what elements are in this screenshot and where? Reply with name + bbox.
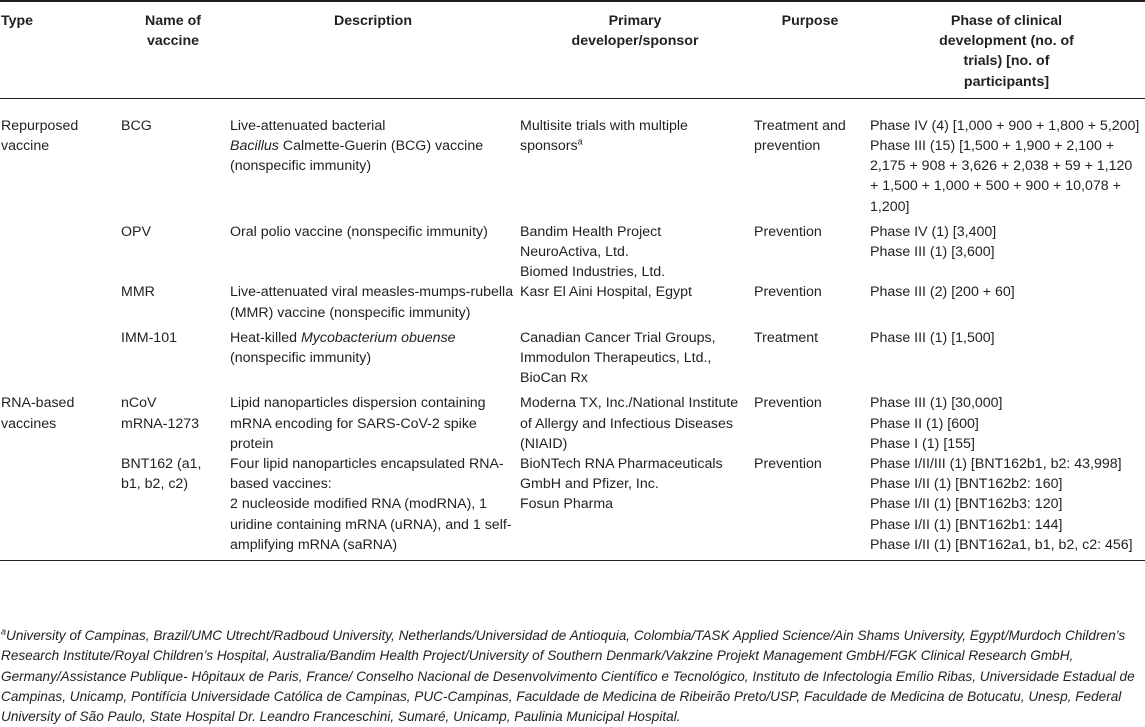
phase-cell: Phase I/II/III (1) [BNT162b1, b2: 43,998] Phase I/II (1) [BNT162b2: 160] Phase I/II (1) [BNT162b3: 120] Phase I/II (1) [BNT162b1: 144] Phase I/II (1) [BNT162a1, b1, b2, c2: 456] [868, 454, 1145, 561]
phase-cell: Phase III (2) [200 + 60] [870, 284, 1015, 301]
name-cell: nCoV mRNA-1273 [121, 395, 200, 432]
table-footnote [1, 626, 1143, 727]
developer-cell: Bandim Health Project NeuroActiva, Ltd. Biomed Industries, Ltd. [520, 223, 666, 281]
name-cell: OPV [121, 223, 151, 240]
table-row [0, 454, 1145, 561]
developer-cell: Multisite trials with multiple sponsors$^a$ [520, 117, 688, 155]
table-header [0, 1, 1145, 98]
purpose-cell: Prevention [754, 223, 822, 240]
type-cell: RNA-based vaccines [1, 395, 75, 432]
description-cell: Four lipid nanoparticles encapsulated RNA-based vaccines: 2 nucleoside modified RNA (modRNA), 1 uridine containing mRNA (uRNA), and 1 self-amplifying mRNA (saRNA) [228, 454, 518, 561]
purpose-cell: Prevention [754, 395, 822, 412]
header-name: Name of vaccine [118, 1, 228, 98]
purpose-cell: Treatment and prevention [754, 117, 846, 155]
developer-cell: BioNTech RNA Pharmaceuticals GmbH and Pfizer, Inc. Fosun Pharma [518, 454, 752, 561]
phase-cell: Phase III (1) [30,000] Phase II (1) [600] Phase I (1) [155] [870, 395, 1003, 452]
developer-cell: Canadian Cancer Trial Groups, Immodulon Therapeutics, Ltd., BioCan Rx [520, 329, 716, 387]
purpose-cell: Treatment [754, 329, 819, 346]
developer-cell: Moderna TX, Inc./National Institute of Allergy and Infectious Diseases (NIAID) [520, 395, 739, 452]
type-cell: Repurposed vaccine [1, 117, 79, 155]
name-cell: BNT162 (a1, b1, b2, c2) [118, 454, 228, 561]
table-row [0, 217, 1145, 283]
description-cell: Oral polio vaccine (nonspecific immunity) [230, 223, 488, 240]
table-row [0, 282, 1145, 322]
name-cell: BCG [121, 117, 152, 134]
header-description: Description [228, 1, 518, 98]
name-cell: MMR [121, 284, 155, 301]
purpose-cell: Prevention [754, 284, 822, 301]
phase-cell: Phase IV (1) [3,400] Phase III (1) [3,600] [870, 223, 997, 261]
table-row [0, 98, 1145, 217]
header-purpose: Purpose [752, 1, 868, 98]
purpose-cell: Prevention [752, 454, 868, 561]
description-cell: Live-attenuated bacterial Bacillus Calmette-Guerin (BCG) vaccine (nonspecific immunity) [230, 117, 484, 175]
header-type: Type [0, 1, 118, 98]
description-cell: Heat-killed Mycobacterium obuense (nonspecific immunity) [230, 329, 456, 367]
header-developer: Primary developer/sponsor [518, 1, 752, 98]
description-cell: Lipid nanoparticles dispersion containing mRNA encoding for SARS-CoV-2 spike protein [230, 395, 486, 452]
header-phase: Phase of clinical development (no. of trials) [no. of participants] [868, 1, 1145, 98]
name-cell: IMM-101 [121, 329, 177, 346]
developer-cell: Kasr El Aini Hospital, Egypt [520, 284, 692, 301]
description-cell: Live-attenuated viral measles-mumps-rubella (MMR) vaccine (nonspecific immunity) [230, 284, 514, 321]
table-row [0, 388, 1145, 454]
footnote-marker: a [1, 626, 7, 637]
phase-cell: Phase IV (4) [1,000 + 900 + 1,800 + 5,200] Phase III (15) [1,500 + 1,900 + 2,100 + 2,175 + 908 + 3,626 + 2,038 + 59 + 1,120 + 1,500 + 1,000 + 500 + 900 + 10,078 + 1,200] [870, 117, 1140, 215]
phase-cell: Phase III (1) [1,500] [870, 329, 995, 346]
table-row [0, 323, 1145, 389]
footnote-text: University of Campinas, Brazil/UMC Utrecht/Radboud University, Netherlands/Universidad de Antioquia, Colombia/TASK Applied Science/Ain Shams University, Egypt/Murdoch Children’s Research Institute/Royal Children’s Hospital, Australia/Bandim Health Project/University of Southern Denmark/Vakzine Projekt Management GmbH/FGK Clinical Research GmbH, Germany/Assistance Publique- Hôpitaux de Paris, France/ Conselho Nacional de Desenvolvimento Científico e Tecnológico, Instituto de Infectologia Emílio Ribas, Universidade Estadual de Campinas, Unicamp, Pontifícia Universidade Católica de Campinas, PUC-Campinas, Faculdade de Medicina de Ribeirão Preto/USP, Faculdade de Medicina de Botucatu, Unesp, Federal University of São Paulo, State Hospital Dr. Leandro Franceschini, Sumaré, Unicamp, Paulinia Municipal Hospital. [1, 628, 1135, 725]
